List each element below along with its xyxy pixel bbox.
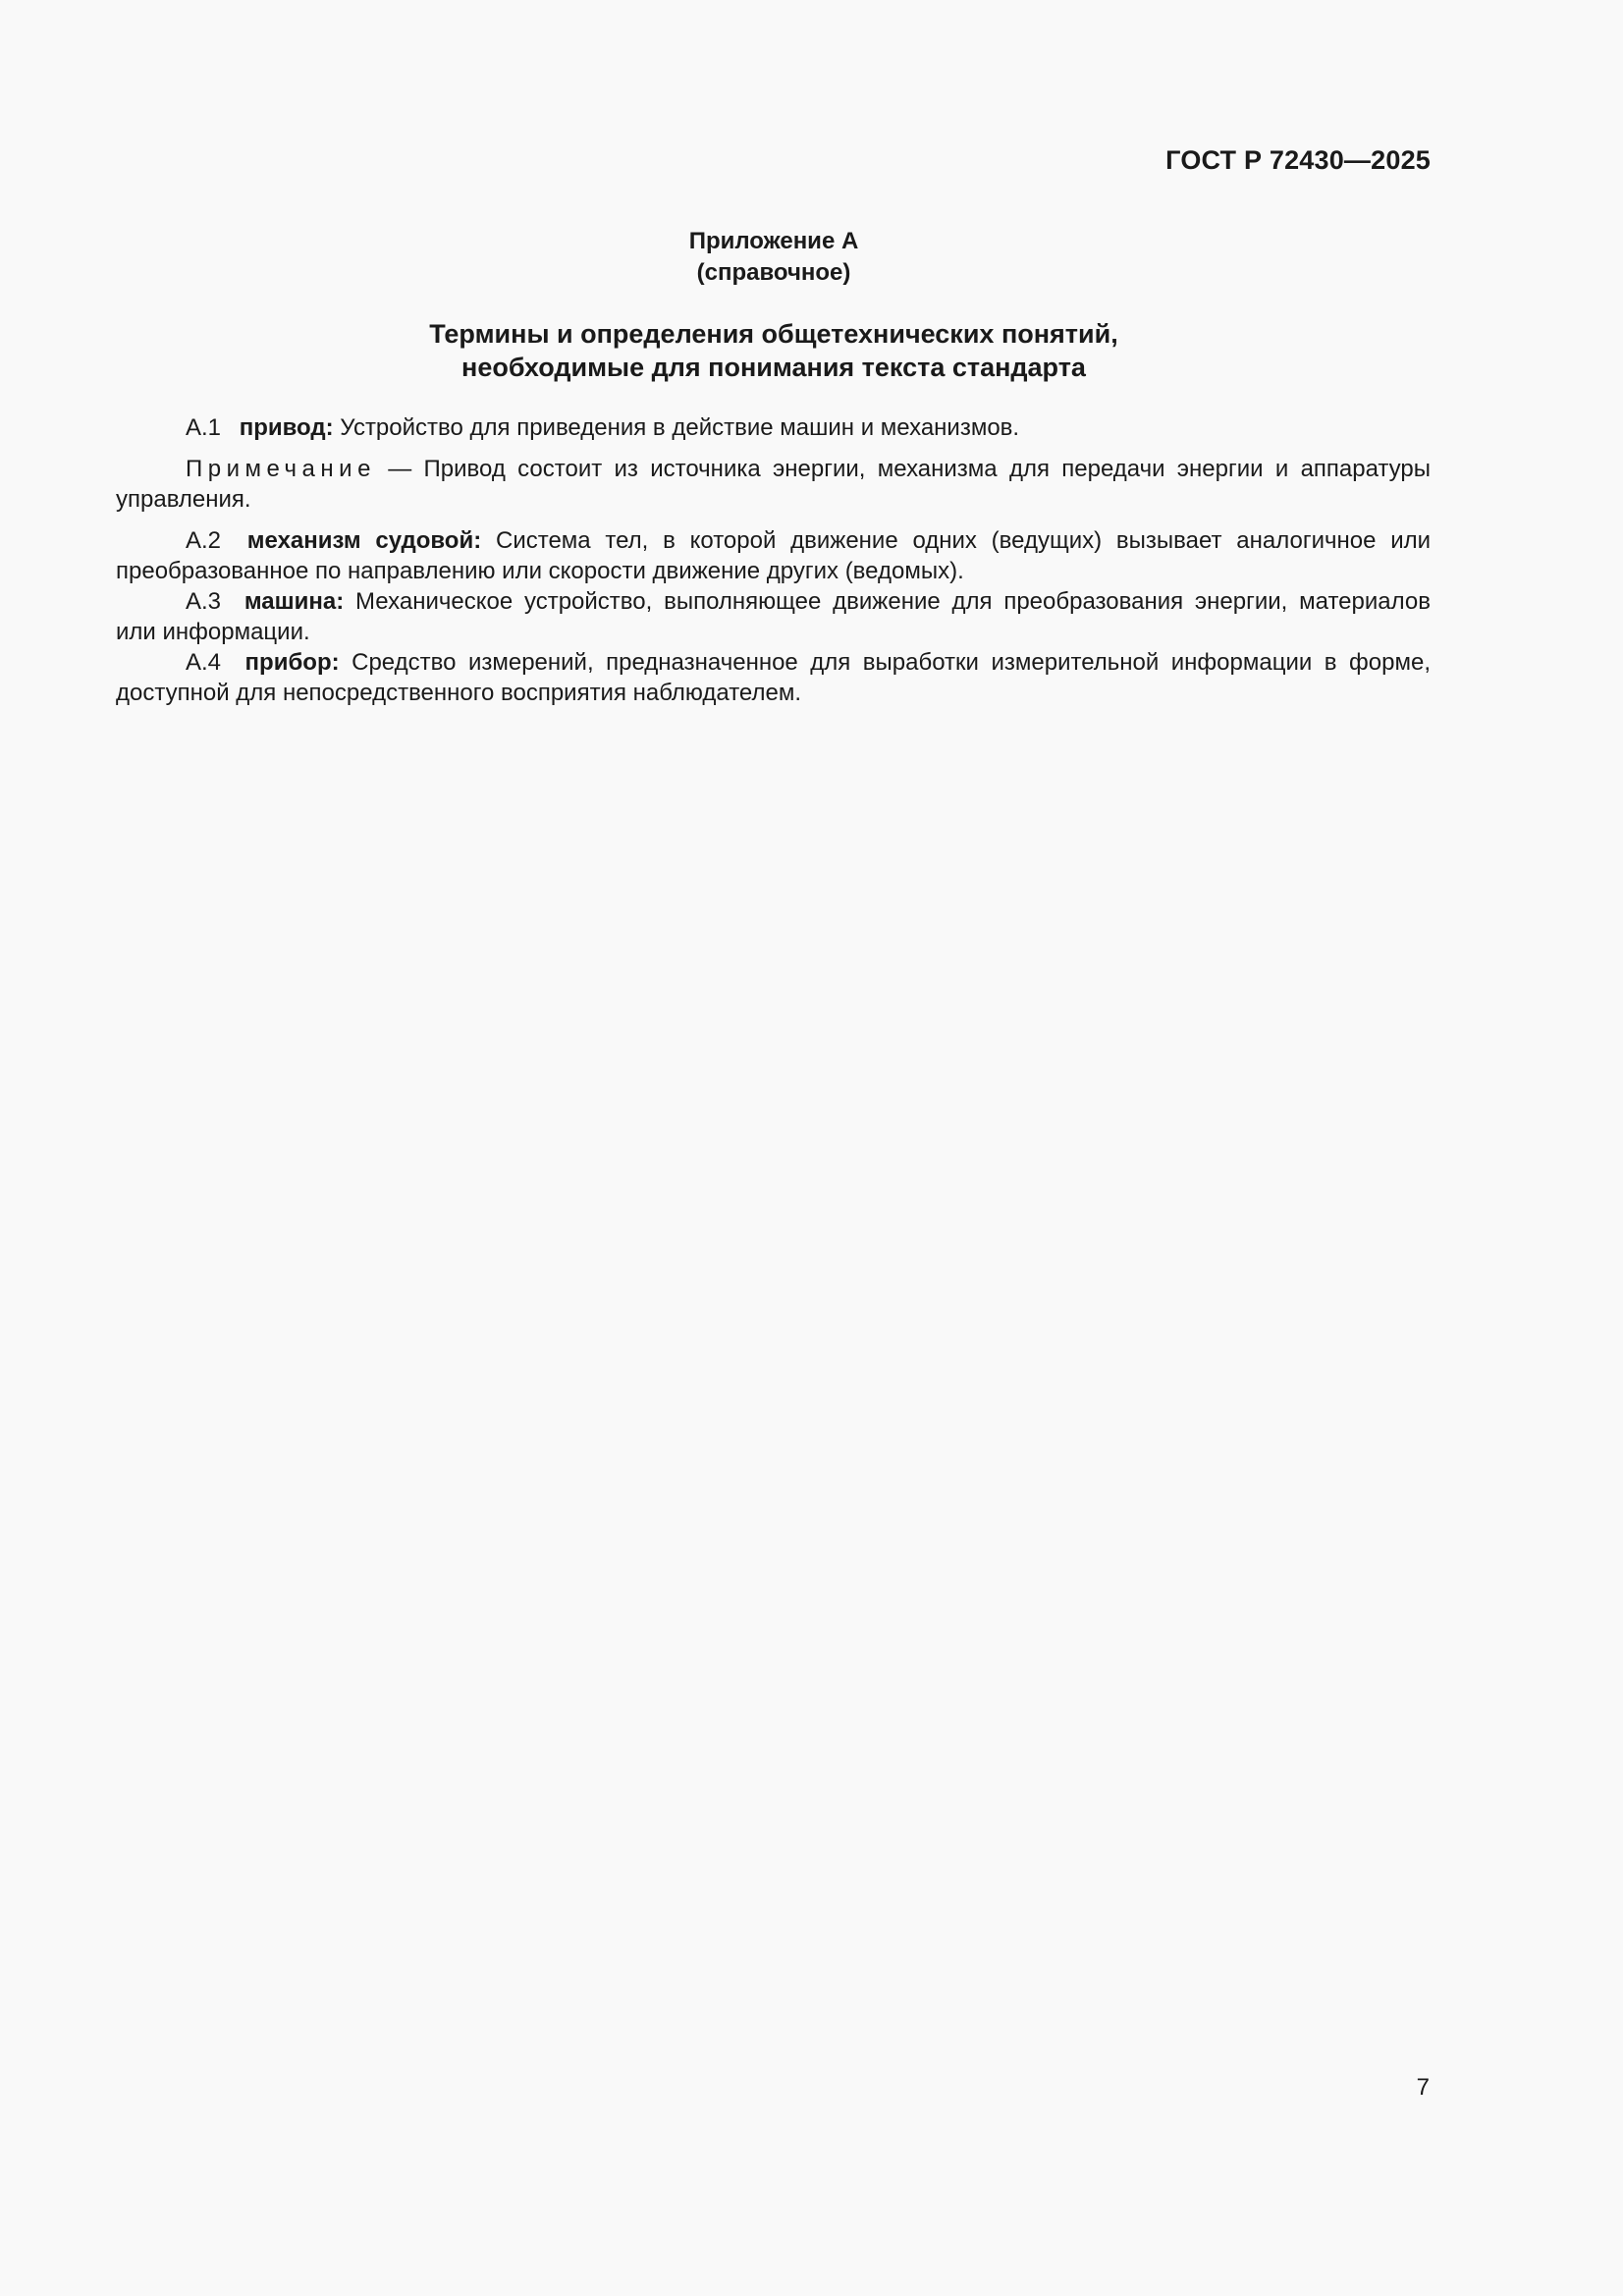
note-text: — Привод состоит из источника энергии, механизма для передачи энергии и аппаратуры управления. [116,456,1432,513]
term: машина: [243,588,345,615]
term-number: А.3 [186,588,222,615]
annex-status: (справочное) [696,259,851,286]
section-title [0,317,1547,384]
note-a1 [116,454,1431,515]
document-code: ГОСТ Р 72430—2025 [1165,145,1431,175]
term-definition: Механическое устройство, выполняющее движение для преобразования энергии, материалов или информации. [116,588,1432,645]
annex-title: Приложение А [688,228,859,254]
term-definition: Система тел, в которой движение одних (ведущих) вызывает аналогичное или преобразованное по направлению или скорости движение других (ведомых). [116,527,1432,584]
annex-heading [0,226,1547,289]
note-label: Примечание [186,456,376,482]
term-number: А.2 [186,527,222,554]
term-number: А.4 [186,649,222,676]
term-definition: Устройство для приведения в действие машин и механизмов. [340,414,1020,441]
term-definition: Средство измерений, предназначенное для выработки измерительной информации в форме, доступной для непосредственного восприятия наблюдателем. [116,649,1432,706]
term-number: А.1 [186,414,222,441]
definition-a1 [116,412,1431,443]
definition-a4 [116,647,1431,708]
page-number: 7 [1416,2074,1430,2101]
definition-a3 [116,586,1431,647]
term: механизм судовой: [246,527,482,554]
definitions-body [116,412,1431,708]
term: прибор: [244,649,340,676]
definition-a2 [116,525,1431,586]
section-title-line-1: Термины и определения общетехнических понятий, [429,319,1118,349]
term: привод: [239,414,334,441]
section-title-line-2: необходимые для понимания текста стандарта [461,353,1086,382]
